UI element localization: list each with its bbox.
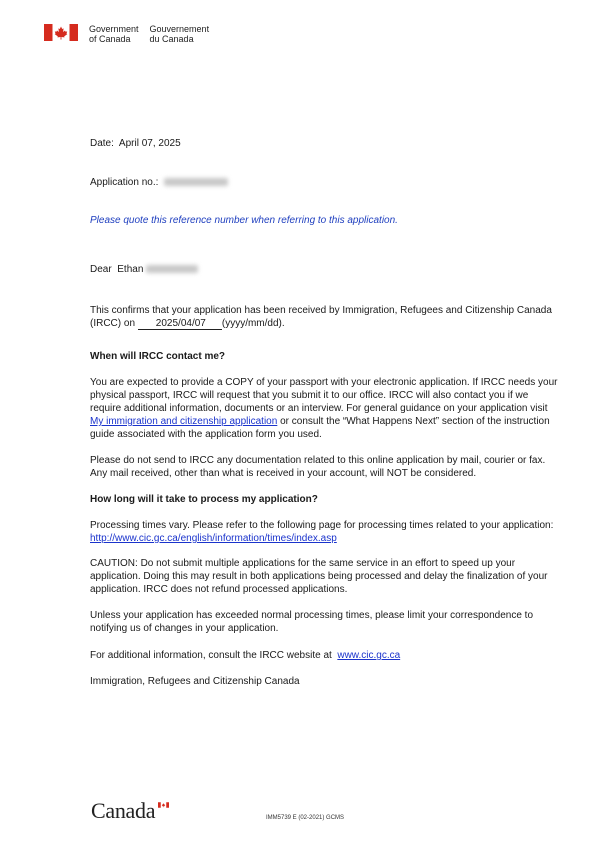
signature-en-line2: of Canada bbox=[89, 34, 131, 44]
government-signature bbox=[44, 24, 220, 44]
wordmark-flag-icon bbox=[158, 802, 169, 808]
signoff: Immigration, Refugees and Citizenship Canada bbox=[90, 676, 300, 687]
application-number-label: Application no.: bbox=[90, 177, 159, 188]
caution-label: CAUTION: bbox=[90, 558, 138, 569]
application-number-line bbox=[90, 176, 560, 189]
contact-text: You are expected to provide a COPY of your passport with your electronic application. If IRCC needs your physical passport, IRCC will request that you submit it to our office. IRCC will also contact you if we require additional information, documents or an interview. For general guidance on your application visit bbox=[90, 377, 558, 414]
date-line bbox=[90, 137, 560, 150]
received-date: 2025/04/07 bbox=[138, 318, 222, 330]
canada-wordmark: Canada bbox=[91, 798, 156, 823]
canada-flag-icon bbox=[44, 24, 78, 41]
caution-paragraph bbox=[90, 557, 560, 596]
my-application-link[interactable]: My immigration and citizenship application bbox=[90, 416, 278, 427]
no-mail-paragraph: Please do not send to IRCC any documentation related to this online application by mail, courier or fax. Any mail received, other than what is received in your account, will NOT be considered. bbox=[90, 455, 546, 479]
correspondence-paragraph: Unless your application has exceeded normal processing times, please limit your correspondence to notifying us of changes in your application. bbox=[90, 610, 534, 634]
signature-french bbox=[150, 24, 210, 44]
signature-english bbox=[89, 24, 139, 44]
contact-paragraph bbox=[90, 376, 560, 441]
signature-text bbox=[89, 24, 220, 44]
date-format: (yyyy/mm/dd). bbox=[221, 318, 285, 329]
ircc-website-link[interactable]: www.cic.gc.ca bbox=[337, 650, 401, 661]
date-label: Date: bbox=[90, 138, 114, 149]
recipient-first-name: Ethan bbox=[117, 264, 144, 275]
processing-times-link[interactable]: http://www.cic.gc.ca/english/information/times/index.asp bbox=[90, 533, 337, 544]
caution-text: Do not submit multiple applications for the same service in an effort to speed up your application. Doing this may result in both applications being processed and delay the finalization of your application. IRCC does not refund processed applications. bbox=[90, 558, 548, 595]
additional-info-text: For additional information, consult the IRCC website at bbox=[90, 650, 332, 661]
salutation-label: Dear bbox=[90, 264, 112, 275]
signature-fr-line2: du Canada bbox=[149, 34, 194, 44]
signature-fr-line1: Gouvernement bbox=[149, 24, 210, 34]
processing-text: Processing times vary. Please refer to the following page for processing times related to your application: bbox=[90, 520, 554, 531]
form-number: IMM5739 E (02-2021) GCMS bbox=[266, 815, 345, 821]
salutation bbox=[90, 263, 560, 276]
reference-note: Please quote this reference number when referring to this application. bbox=[90, 215, 398, 226]
heading-processing: How long will it take to process my application? bbox=[90, 494, 318, 505]
date-value: April 07, 2025 bbox=[118, 138, 181, 149]
contact-text-end: or consult the “What Happens Next” section of the instruction guide associated with the application form you used. bbox=[90, 416, 550, 440]
confirmation-paragraph bbox=[90, 304, 560, 330]
confirmation-text: This confirms that your application has been received by Immigration, Refugees and Citizenship Canada (IRCC) on bbox=[90, 305, 552, 329]
additional-info-paragraph bbox=[90, 649, 560, 662]
processing-paragraph bbox=[90, 519, 560, 545]
signature-en-line1: Government bbox=[89, 24, 139, 34]
application-number-redacted bbox=[164, 178, 228, 186]
recipient-last-name-redacted bbox=[146, 265, 198, 273]
heading-contact: When will IRCC contact me? bbox=[90, 351, 226, 362]
